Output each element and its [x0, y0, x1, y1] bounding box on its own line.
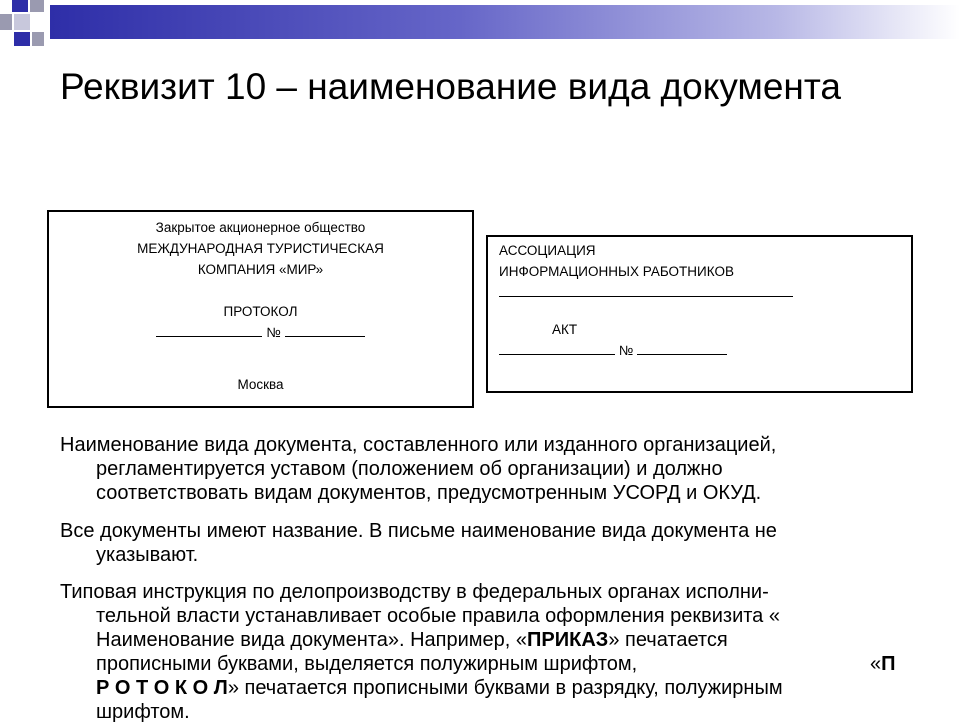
act-form-sample: [486, 235, 913, 393]
text-run: прописными буквами, выделяется полужирным шрифтом,: [96, 653, 638, 675]
form1-number-line: [49, 322, 472, 343]
paragraph-line: указывают.: [96, 544, 199, 566]
number-blank-line: [637, 340, 727, 355]
deco-square: [12, 0, 28, 12]
paragraph-line: Все документы имеют название. В письме наименование вида документа не: [60, 520, 777, 542]
form2-doc-type: АКТ: [552, 322, 578, 337]
deco-square: [14, 14, 30, 30]
number-sign: №: [618, 343, 634, 358]
paragraph-3: [60, 580, 896, 724]
paragraph-line: шрифтом.: [96, 701, 190, 723]
deco-square: [0, 14, 12, 30]
paragraph-line: [60, 628, 890, 652]
form1-org-name-1: МЕЖДУНАРОДНАЯ ТУРИСТИЧЕСКАЯ: [137, 241, 384, 256]
bold-letter: П: [881, 653, 896, 675]
text-run: Наименование вида документа». Например, «: [96, 629, 528, 651]
paragraph-1: [60, 433, 890, 505]
paragraph-line: Типовая инструкция по делопроизводству в федеральных органах исполни-: [60, 581, 769, 603]
paragraph-line: [60, 652, 896, 676]
text-run: » печатается: [608, 629, 728, 651]
form1-org-name-2: КОМПАНИЯ «МИР»: [197, 262, 324, 277]
paragraph-line: регламентируется уставом (положением об организации) и должно: [96, 458, 723, 480]
form2-number-line: [499, 340, 911, 361]
quote-open: «: [870, 653, 882, 675]
date-blank-line: [499, 340, 615, 355]
number-sign: №: [266, 325, 281, 340]
paragraph-line: [60, 676, 890, 700]
text-run: [870, 652, 896, 676]
deco-square: [32, 32, 44, 46]
protocol-form-sample: [47, 210, 474, 408]
paragraph-line: Наименование вида документа, составленного или изданного организацией,: [60, 434, 777, 456]
form2-org-line-1: АССОЦИАЦИЯ: [499, 243, 596, 258]
form1-doc-type: ПРОТОКОЛ: [223, 304, 298, 319]
text-run: » печатается прописными буквами в разрядку, полужирным: [227, 677, 783, 699]
header-decoration: [0, 0, 960, 60]
paragraph-line: соответствовать видам документов, предусмотренным УСОРД и ОКУД.: [96, 482, 762, 504]
number-blank-line: [285, 322, 365, 337]
form1-org-type: Закрытое акционерное общество: [155, 220, 366, 235]
paragraph-line: тельной власти устанавливает особые правила оформления реквизита «: [96, 605, 780, 627]
form1-city: Москва: [237, 377, 284, 392]
form2-org-line-2: ИНФОРМАЦИОННЫХ РАБОТНИКОВ: [499, 264, 734, 279]
form2-separator-line: [499, 282, 911, 303]
header-gradient-bar: [50, 5, 960, 39]
paragraph-2: [60, 519, 890, 567]
slide-title: Реквизит 10 – наименование вида документа: [60, 66, 841, 107]
bold-spaced-protokol: Р О Т О К О Л: [96, 677, 228, 699]
date-blank-line: [156, 322, 262, 337]
deco-square: [30, 0, 44, 12]
blank-line: [499, 282, 793, 297]
deco-square: [14, 32, 30, 46]
bold-word-prikaz: ПРИКАЗ: [527, 629, 609, 651]
